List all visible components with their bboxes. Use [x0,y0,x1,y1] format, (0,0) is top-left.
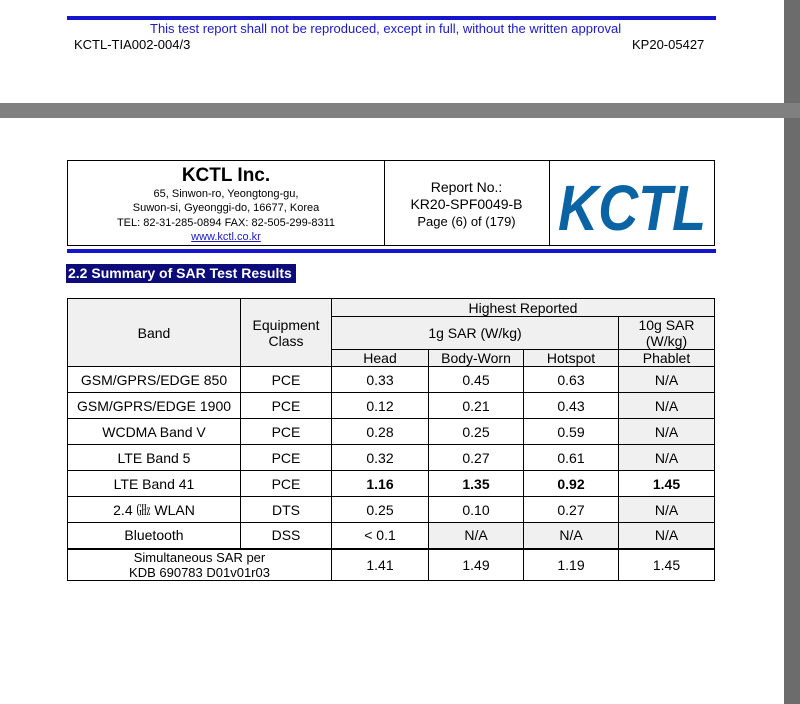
simultaneous-sar-label [68,549,332,581]
copyright-notice: This test report shall not be reproduced, except in full, without the written approval [150,21,622,36]
table-row [68,445,715,471]
table-row [68,419,715,445]
head-header: Head [332,350,429,367]
hotspot-header: Hotspot [524,350,619,367]
body-worn-cell: 0.10 [429,497,524,523]
band-cell: GSM/GPRS/EDGE 1900 [68,393,241,419]
company-address-line2: Suwon-si, Gyeonggi-do, 16677, Korea [132,202,320,214]
body-worn-header: Body-Worn [429,350,524,367]
report-label: Report No.: [430,179,503,195]
class-cell: PCE [241,419,332,445]
class-cell: PCE [241,445,332,471]
page-info: Page (6) of (179) [417,214,516,229]
company-name: KCTL Inc. [181,165,271,186]
class-cell: PCE [241,471,332,497]
band-cell: 2.4 ㎓ WLAN [68,497,241,523]
company-address-line1: 65, Sinwon-ro, Yeongtong-gu, [153,188,299,200]
kctl-logo [556,167,708,244]
phablet-header: Phablet [619,350,715,367]
phablet-cell: N/A [619,367,715,393]
head-cell: 1.41 [332,549,429,581]
hotspot-cell: 0.61 [524,445,619,471]
page-shadow [784,118,800,704]
logo-text: KCTL [558,172,706,244]
head-cell: 0.25 [332,497,429,523]
table-row [68,471,715,497]
body-worn-cell: 0.45 [429,367,524,393]
band-cell: LTE Band 41 [68,471,241,497]
body-worn-cell: 1.49 [429,549,524,581]
doc-code-left: KCTL-TIA002-004/3 [74,37,191,52]
band-header: Band [68,299,241,367]
report-number: KR20-SPF0049-B [410,196,523,212]
body-worn-cell: 0.25 [429,419,524,445]
hotspot-cell: 0.92 [524,471,619,497]
band-cell: WCDMA Band V [68,419,241,445]
previous-page [0,0,784,103]
head-cell: < 0.1 [332,523,429,549]
head-cell: 1.16 [332,471,429,497]
band-cell: LTE Band 5 [68,445,241,471]
phablet-cell: N/A [619,445,715,471]
class-cell: PCE [241,367,332,393]
sar-summary-table [67,298,715,581]
head-cell: 0.33 [332,367,429,393]
hotspot-cell: 0.59 [524,419,619,445]
body-worn-cell: 0.27 [429,445,524,471]
simultaneous-sar-row [68,549,715,581]
phablet-cell: N/A [619,393,715,419]
simultaneous-sar-label-line2: KDB 690783 D01v01r03 [129,564,270,580]
table-row [68,523,715,549]
header-divider [549,161,550,245]
hotspot-cell: 0.43 [524,393,619,419]
section-title: 2.2 Summary of SAR Test Results [66,264,296,283]
report-page [0,118,784,704]
phablet-cell: N/A [619,523,715,549]
simultaneous-sar-label-line1: Simultaneous SAR per [133,549,266,565]
table-row [68,393,715,419]
hotspot-cell: 0.27 [524,497,619,523]
band-cell: Bluetooth [68,523,241,549]
head-cell: 0.28 [332,419,429,445]
report-header-box [67,160,715,246]
body-worn-cell: 0.21 [429,393,524,419]
class-cell: DSS [241,523,332,549]
sar-1g-header: 1g SAR (W/kg) [332,317,619,350]
band-cell: GSM/GPRS/EDGE 850 [68,367,241,393]
company-contact: TEL: 82-31-285-0894 FAX: 82-505-299-8311 [116,217,336,229]
body-worn-cell: 1.35 [429,471,524,497]
class-cell: PCE [241,393,332,419]
equipment-class-header: Equipment Class [241,299,332,367]
hotspot-cell: N/A [524,523,619,549]
company-website-link[interactable]: www.kctl.co.kr [191,231,261,243]
header-rule [67,16,716,20]
body-worn-cell: N/A [429,523,524,549]
hotspot-cell: 1.19 [524,549,619,581]
table-row [68,497,715,523]
section-rule [67,249,716,253]
phablet-cell: N/A [619,497,715,523]
hotspot-cell: 0.63 [524,367,619,393]
head-cell: 0.12 [332,393,429,419]
phablet-cell: N/A [619,419,715,445]
class-cell: DTS [241,497,332,523]
page-shadow [784,0,800,103]
sar-10g-header: 10g SAR (W/kg) [619,317,715,350]
table-row [68,367,715,393]
highest-reported-header: Highest Reported [332,299,715,317]
head-cell: 0.32 [332,445,429,471]
phablet-cell: 1.45 [619,549,715,581]
phablet-cell: 1.45 [619,471,715,497]
doc-code-right: KP20-05427 [632,37,705,52]
